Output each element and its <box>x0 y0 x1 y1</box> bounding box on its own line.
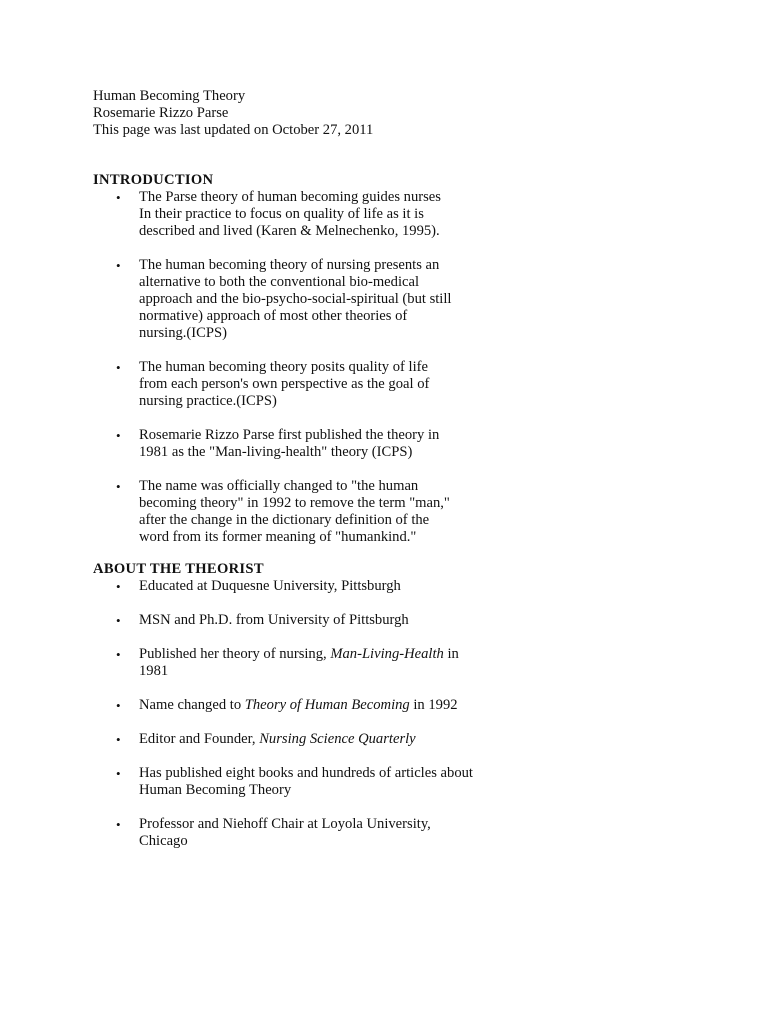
bullet-icon: • <box>116 360 121 375</box>
theorist-item-text-italic: Theory of Human Becoming <box>244 697 410 713</box>
introduction-item-line: Rosemarie Rizzo Parse first published the theory in <box>139 427 440 443</box>
introduction-heading: INTRODUCTION <box>93 172 214 188</box>
document-author: Rosemarie Rizzo Parse <box>93 105 229 121</box>
theorist-item-text <box>139 816 431 849</box>
introduction-item-line: from each person's own perspective as the goal of <box>139 376 430 392</box>
theorist-item-text-plain: Name changed to <box>139 697 245 713</box>
introduction-item-line: approach and the bio-psycho-social-spiritual (but still <box>139 291 452 307</box>
theorist-item-text <box>139 578 401 594</box>
introduction-item-line: In their practice to focus on quality of life as it is <box>139 206 424 222</box>
theorist-item <box>93 578 479 595</box>
theorist-item <box>93 816 479 850</box>
bullet-icon: • <box>116 190 121 205</box>
theorist-item <box>93 612 479 629</box>
theorist-item-text-plain: in 1992 <box>409 697 458 713</box>
theorist-item-text-plain: Published her theory of nursing, <box>139 646 331 662</box>
theorist-item-text-plain: Professor and Niehoff Chair at Loyola University, Chicago <box>139 816 431 849</box>
theorist-item-text-plain: Has published eight books and hundreds of articles about Human Becoming Theory <box>139 765 473 798</box>
introduction-item-line: The human becoming theory posits quality of life <box>139 359 428 375</box>
bullet-icon: • <box>116 698 121 713</box>
bullet-icon: • <box>116 613 121 628</box>
introduction-item-line: becoming theory" in 1992 to remove the term "man," <box>139 495 450 511</box>
theorist-item-text-plain: Editor and Founder, <box>139 731 260 747</box>
introduction-item-line: after the change in the dictionary definition of the <box>139 512 430 528</box>
theorist-item <box>93 731 479 748</box>
introduction-item-line: word from its former meaning of "humankind." <box>139 529 417 545</box>
theorist-item-text <box>139 765 473 798</box>
theorist-item-text-plain: in 1981 <box>139 646 459 679</box>
theorist-item-text <box>139 612 409 628</box>
introduction-item <box>93 478 479 546</box>
theorist-item-text-italic: Man-Living-Health <box>330 646 444 662</box>
bullet-icon: • <box>116 766 121 781</box>
introduction-item <box>93 257 479 342</box>
introduction-item-line: The human becoming theory of nursing presents an <box>139 257 440 273</box>
about-theorist-list <box>93 578 493 850</box>
bullet-icon: • <box>116 579 121 594</box>
introduction-item-line: normative) approach of most other theories of <box>139 308 408 324</box>
last-updated-line: This page was last updated on October 27, 2011 <box>93 122 374 138</box>
theorist-item <box>93 765 479 799</box>
bullet-icon: • <box>116 479 121 494</box>
theorist-item-text <box>139 697 458 713</box>
introduction-item-line: 1981 as the "Man-living-health" theory (ICPS) <box>139 444 413 460</box>
introduction-item-line: alternative to both the conventional bio-medical <box>139 274 420 290</box>
theorist-item-text-plain: MSN and Ph.D. from University of Pittsburgh <box>139 612 409 628</box>
bullet-icon: • <box>116 647 121 662</box>
theorist-item-text <box>139 731 416 747</box>
introduction-item-line: nursing.(ICPS) <box>139 325 227 341</box>
introduction-item <box>93 189 479 240</box>
document-page <box>93 88 493 850</box>
bullet-icon: • <box>116 428 121 443</box>
introduction-item-line: nursing practice.(ICPS) <box>139 393 277 409</box>
bullet-icon: • <box>116 258 121 273</box>
introduction-item <box>93 427 479 461</box>
theorist-item-text <box>139 646 459 679</box>
introduction-item-line: The name was officially changed to "the human <box>139 478 419 494</box>
document-title: Human Becoming Theory <box>93 88 246 104</box>
theorist-item-text-italic: Nursing Science Quarterly <box>259 731 416 747</box>
introduction-item-line: described and lived (Karen & Melnechenko, 1995). <box>139 223 440 239</box>
theorist-item <box>93 697 479 714</box>
introduction-item-line: The Parse theory of human becoming guides nurses <box>139 189 441 205</box>
theorist-item <box>93 646 479 680</box>
about-theorist-heading: ABOUT THE THEORIST <box>93 561 264 577</box>
introduction-item <box>93 359 479 410</box>
theorist-item-text-plain: Educated at Duquesne University, Pittsburgh <box>139 578 401 594</box>
introduction-list <box>93 189 493 546</box>
bullet-icon: • <box>116 817 121 832</box>
bullet-icon: • <box>116 732 121 747</box>
